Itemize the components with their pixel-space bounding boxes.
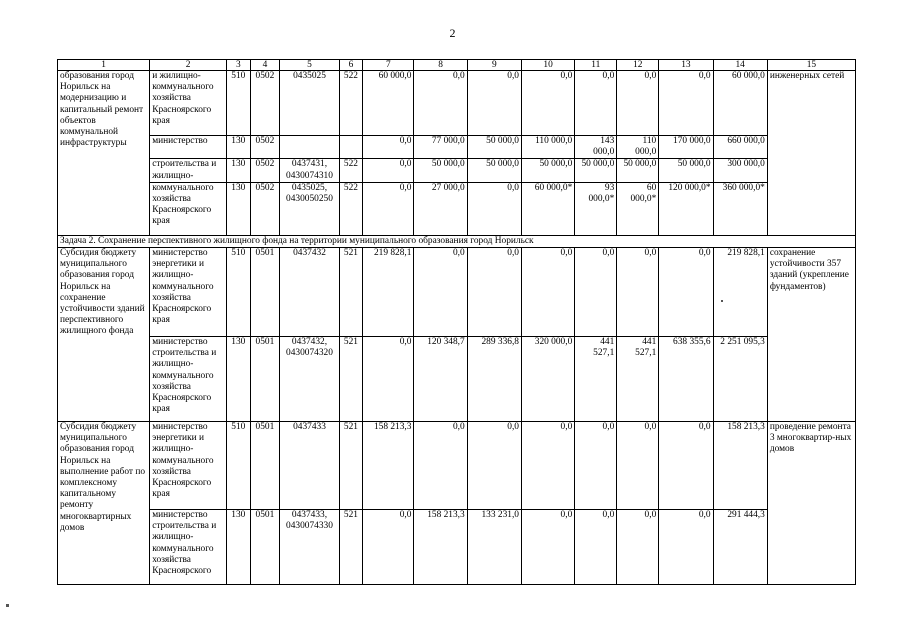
value-cell: 521 xyxy=(339,337,363,422)
value-cell: 0,0 xyxy=(521,422,574,510)
value-cell: 521 xyxy=(339,510,363,585)
value-cell: 0,0 xyxy=(659,422,713,510)
task-heading: Задача 2. Сохранение перспективного жилищного фонда на территории муниципального образования город Норильск xyxy=(58,235,856,247)
column-number: 7 xyxy=(363,60,414,71)
budget-table xyxy=(57,59,856,585)
value-cell: 289 336,8 xyxy=(467,337,521,422)
table-row xyxy=(58,182,856,235)
value-cell: 60 000,0* xyxy=(617,182,659,235)
value-cell: 0,0 xyxy=(575,71,617,136)
value-cell: 50 000,0 xyxy=(467,136,521,159)
value-cell: 0,0 xyxy=(659,248,713,337)
value-cell: 50 000,0 xyxy=(659,159,713,182)
agency-cell: министерство энергетики и жилищно-коммунального хозяйства Красноярского края xyxy=(150,248,227,337)
table-row xyxy=(58,136,856,159)
value-cell: 0,0 xyxy=(659,510,713,585)
value-cell: 0,0 xyxy=(363,136,414,159)
column-number: 2 xyxy=(150,60,227,71)
column-number: 11 xyxy=(575,60,617,71)
value-cell: 0501 xyxy=(250,510,280,585)
value-cell: 110 000,0 xyxy=(521,136,574,159)
value-cell: 0501 xyxy=(250,422,280,510)
column-number: 5 xyxy=(280,60,339,71)
table-row xyxy=(58,71,856,136)
value-cell: 0,0 xyxy=(414,422,467,510)
value-cell: 510 xyxy=(227,422,251,510)
result-cell: проведение ремонта 3 многоквартир-ных домов xyxy=(767,422,855,585)
value-cell: 0501 xyxy=(250,248,280,337)
value-cell: 60 000,0 xyxy=(713,71,767,136)
value-cell: 0437433, 0430074330 xyxy=(280,510,339,585)
value-cell: 0,0 xyxy=(575,510,617,585)
value-cell: 638 355,6 xyxy=(659,337,713,422)
agency-cell: министерство строительства и жилищно-коммунального хозяйства Красноярского xyxy=(150,510,227,585)
column-number: 4 xyxy=(250,60,280,71)
value-cell: 143 000,0 xyxy=(575,136,617,159)
value-cell: 158 213,3 xyxy=(363,422,414,510)
value-cell: 521 xyxy=(339,422,363,510)
value-cell: 130 xyxy=(227,337,251,422)
value-cell: 27 000,0 xyxy=(414,182,467,235)
value-cell: 0437431, 0430074310 xyxy=(280,159,339,182)
value-cell: 0,0 xyxy=(363,337,414,422)
value-cell: 120 000,0* xyxy=(659,182,713,235)
value-cell: 93 000,0* xyxy=(575,182,617,235)
scan-speck xyxy=(721,300,723,302)
agency-cell: и жилищно-коммунального хозяйства Красноярского края xyxy=(150,71,227,136)
value-cell: 0,0 xyxy=(363,159,414,182)
column-number: 3 xyxy=(227,60,251,71)
value-cell: 320 000,0 xyxy=(521,337,574,422)
value-cell: 0,0 xyxy=(617,71,659,136)
value-cell: 0,0 xyxy=(521,510,574,585)
value-cell: 170 000,0 xyxy=(659,136,713,159)
value-cell xyxy=(339,136,363,159)
table-row xyxy=(58,337,856,422)
value-cell: 521 xyxy=(339,248,363,337)
result-cell: сохранение устойчивости 357 зданий (укрепление фундаментов) xyxy=(767,248,855,422)
value-cell: 0435025 xyxy=(280,71,339,136)
value-cell: 0437432, 0430074320 xyxy=(280,337,339,422)
column-number: 1 xyxy=(58,60,150,71)
agency-cell: министерство энергетики и жилищно-коммунального хозяйства Красноярского края xyxy=(150,422,227,510)
task-row xyxy=(58,235,856,247)
value-cell: 300 000,0 xyxy=(713,159,767,182)
column-number: 9 xyxy=(467,60,521,71)
value-cell: 60 000,0 xyxy=(363,71,414,136)
value-cell: 50 000,0 xyxy=(414,159,467,182)
value-cell: 110 000,0 xyxy=(617,136,659,159)
value-cell: 0502 xyxy=(250,182,280,235)
value-cell: 0437432 xyxy=(280,248,339,337)
agency-cell: министерство xyxy=(150,136,227,159)
column-number: 8 xyxy=(414,60,467,71)
column-number: 13 xyxy=(659,60,713,71)
table-row xyxy=(58,159,856,182)
value-cell: 0,0 xyxy=(363,182,414,235)
table-row xyxy=(58,422,856,510)
column-number: 10 xyxy=(521,60,574,71)
column-number: 14 xyxy=(713,60,767,71)
column-number: 6 xyxy=(339,60,363,71)
value-cell: 130 xyxy=(227,159,251,182)
value-cell: 0,0 xyxy=(575,422,617,510)
result-cell: инженерных сетей xyxy=(767,71,855,236)
value-cell: 0502 xyxy=(250,136,280,159)
value-cell: 50 000,0 xyxy=(575,159,617,182)
column-number: 15 xyxy=(767,60,855,71)
column-number-row xyxy=(58,60,856,71)
value-cell: 0,0 xyxy=(414,248,467,337)
measure-name-cell: Субсидия бюджету муниципального образования город Норильск на выполнение работ по комплексному капитальному ремонту многоквартирных домов xyxy=(58,422,150,585)
value-cell: 510 xyxy=(227,71,251,136)
measure-name-cell: образования город Норильск на модернизацию и капитальный ремонт объектов коммунальной инфраструктуры xyxy=(58,71,150,236)
value-cell: 0,0 xyxy=(617,422,659,510)
value-cell: 2 251 095,3 xyxy=(713,337,767,422)
value-cell: 522 xyxy=(339,159,363,182)
agency-cell: коммунального хозяйства Красноярского края xyxy=(150,182,227,235)
table-row xyxy=(58,510,856,585)
value-cell: 50 000,0 xyxy=(617,159,659,182)
value-cell: 0,0 xyxy=(467,248,521,337)
value-cell: 0,0 xyxy=(617,248,659,337)
value-cell xyxy=(280,136,339,159)
value-cell: 0,0 xyxy=(659,71,713,136)
measure-name-cell: Субсидия бюджету муниципального образования город Норильск на сохранение устойчивости зданий перспективного жилищного фонда xyxy=(58,248,150,422)
value-cell: 291 444,3 xyxy=(713,510,767,585)
value-cell: 133 231,0 xyxy=(467,510,521,585)
value-cell: 120 348,7 xyxy=(414,337,467,422)
value-cell: 130 xyxy=(227,136,251,159)
value-cell: 130 xyxy=(227,182,251,235)
value-cell: 219 828,1 xyxy=(363,248,414,337)
value-cell: 0,0 xyxy=(467,182,521,235)
value-cell: 50 000,0 xyxy=(467,159,521,182)
value-cell: 0502 xyxy=(250,159,280,182)
value-cell: 0,0 xyxy=(363,510,414,585)
value-cell: 130 xyxy=(227,510,251,585)
value-cell: 0,0 xyxy=(521,71,574,136)
value-cell: 660 000,0 xyxy=(713,136,767,159)
value-cell: 60 000,0* xyxy=(521,182,574,235)
value-cell: 50 000,0 xyxy=(521,159,574,182)
agency-cell: строительства и жилищно- xyxy=(150,159,227,182)
value-cell: 0437433 xyxy=(280,422,339,510)
value-cell: 0,0 xyxy=(521,248,574,337)
value-cell: 77 000,0 xyxy=(414,136,467,159)
value-cell: 0,0 xyxy=(414,71,467,136)
page-number: 2 xyxy=(449,26,456,40)
value-cell: 360 000,0* xyxy=(713,182,767,235)
value-cell: 0501 xyxy=(250,337,280,422)
value-cell: 219 828,1 xyxy=(713,248,767,337)
agency-cell: министерство строительства и жилищно-коммунального хозяйства Красноярского края xyxy=(150,337,227,422)
value-cell: 0,0 xyxy=(467,422,521,510)
value-cell: 441 527,1 xyxy=(575,337,617,422)
value-cell: 0435025, 0430050250 xyxy=(280,182,339,235)
value-cell: 522 xyxy=(339,71,363,136)
value-cell: 510 xyxy=(227,248,251,337)
value-cell: 0,0 xyxy=(617,510,659,585)
value-cell: 0,0 xyxy=(467,71,521,136)
value-cell: 441 527,1 xyxy=(617,337,659,422)
value-cell: 158 213,3 xyxy=(414,510,467,585)
column-number: 12 xyxy=(617,60,659,71)
table-row xyxy=(58,248,856,337)
value-cell: 158 213,3 xyxy=(713,422,767,510)
value-cell: 0502 xyxy=(250,71,280,136)
value-cell: 0,0 xyxy=(575,248,617,337)
value-cell: 522 xyxy=(339,182,363,235)
scan-speck xyxy=(6,604,9,607)
